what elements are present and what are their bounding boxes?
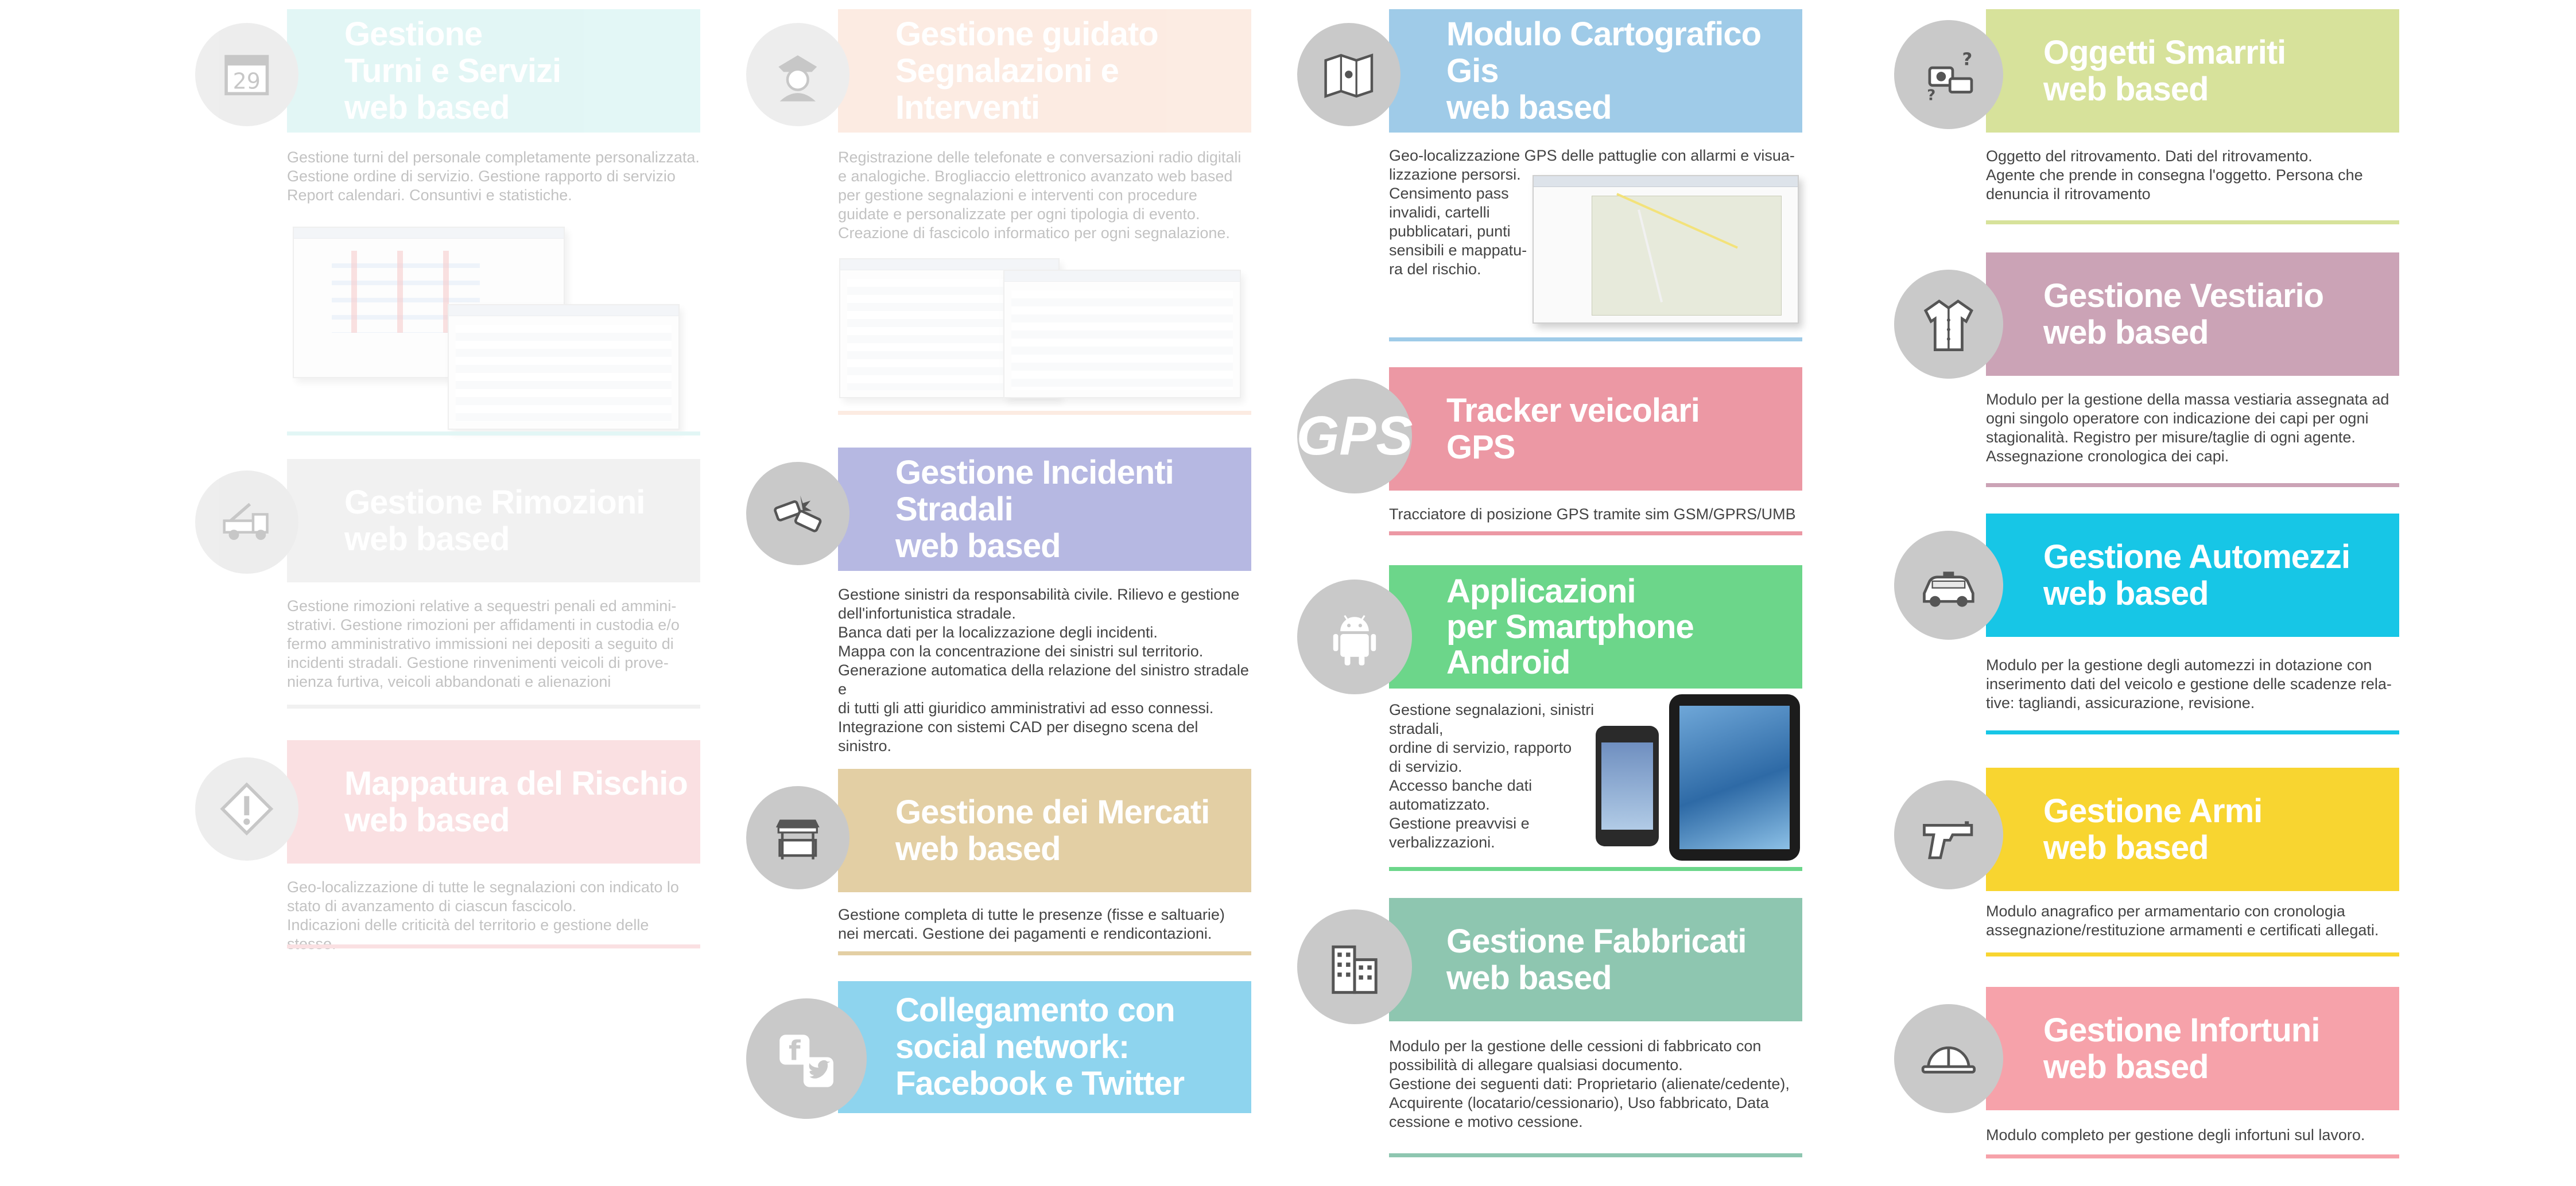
police-officer-icon: [746, 23, 849, 126]
software-screenshot: [448, 304, 680, 430]
card-description: Registrazione delle telefonate e conversazioni radio digitali e analogiche. Brogliaccio elettronico avanzato web based per gestione segnalazioni e interventi con procedure guidate e personalizzate per ogni tipologia di evento. Creazione di fascicolo informatico per ogni segnalazione.: [838, 149, 1242, 242]
gis-map-screenshot: [1533, 175, 1799, 324]
card-automezzi: [1894, 514, 2399, 749]
card-title: Applicazioni per Smartphone Android: [1446, 572, 1694, 681]
card-social: [746, 981, 1251, 1130]
divider: [287, 705, 700, 709]
svg-text:29: 29: [232, 68, 261, 94]
divider: [1986, 1154, 2399, 1158]
banner: [838, 769, 1251, 892]
market-stall-icon: [746, 786, 849, 889]
warning-sign-icon: [195, 757, 298, 861]
card-description: Modulo anagrafico per armamentario con cronologia assegnazione/restituzione armamenti e certificati allegati.: [1986, 903, 2379, 939]
pistol-icon: [1894, 780, 2003, 889]
divider: [838, 951, 1251, 955]
card-description: Geo-localizzazione di tutte le segnalazioni con indicato lo stato di avanzamento di ciascun fascicolo. Indicazioni delle criticità del territorio e gestione delle stesse.: [287, 878, 679, 952]
divider: [1986, 730, 2399, 734]
banner: [1986, 252, 2399, 376]
card-title: Modulo Cartografico Gis web based: [1446, 15, 1762, 126]
car-crash-icon: [746, 462, 849, 565]
card-title: Gestione Fabbricati web based: [1446, 922, 1747, 997]
banner: [838, 981, 1251, 1113]
banner: [838, 9, 1251, 133]
banner: [1389, 9, 1802, 133]
card-title: Mappatura del Rischio web based: [344, 764, 688, 839]
facebook-twitter-icon: [746, 998, 867, 1119]
divider: [287, 944, 700, 948]
gps-icon-label: GPS: [1296, 405, 1413, 466]
divider: [1986, 483, 2399, 487]
card-oggetti: [1894, 6, 2399, 230]
divider: [287, 431, 700, 435]
card-description: Modulo per la gestione della massa vestiaria assegnata ad ogni singolo operatore con indicazione dei capi per ogni stagionalità. Registro per misure/taglie di ogni agente. Assegnazione cronologica dei capi.: [1986, 391, 2389, 465]
card-description: Oggetto del ritrovamento. Dati del ritrovamento. Agente che prende in consegna l'oggetto. Persona che denuncia il ritrovamento: [1986, 147, 2363, 203]
card-fabbricati: [1297, 898, 1802, 1168]
banner: [1986, 987, 2399, 1110]
banner: [287, 459, 700, 582]
calendar-icon: [195, 23, 298, 126]
card-title: Gestione dei Mercati web based: [895, 793, 1210, 868]
card-infortuni: [1894, 987, 2399, 1171]
card-description: Modulo completo per gestione degli infortuni sul lavoro.: [1986, 1126, 2365, 1144]
card-title: Gestione Infortuni web based: [2043, 1011, 2320, 1086]
banner: [1389, 565, 1802, 689]
divider: [1389, 337, 1802, 341]
divider: [1986, 952, 2399, 956]
divider: [1389, 531, 1802, 535]
card-description: Gestione completa di tutte le presenze (fisse e saltuarie) nei mercati. Gestione dei pagamenti e rendicontazioni.: [838, 906, 1225, 942]
card-description: Censimento pass invalidi, cartelli pubblicatari, punti sensibili e mappatu- ra del rischio.: [1389, 185, 1527, 278]
divider: [838, 411, 1251, 415]
svg-text:?: ?: [1962, 49, 1973, 70]
card-description: Gestione rimozioni relative a sequestri penali ed ammini- strativi. Gestione rimozioni per affidamenti in custodia e/o fermo amministrativo immissioni nei depositi a seguito di incidenti stradali. Gestione rinvenimenti veicoli di prove- nienza furtiva, veicoli abbandonati e alienazioni: [287, 597, 680, 690]
card-description: Gestione turni del personale completamente personalizzata. Gestione ordine di servizio. Gestione rapporto di servizio Report calendari. Consuntivi e statistiche.: [287, 149, 700, 204]
tablet-image: [1669, 694, 1800, 861]
card-title: Gestione Incidenti Stradali web based: [895, 453, 1174, 565]
banner: [1986, 768, 2399, 891]
svg-text:f: f: [788, 1036, 801, 1067]
card-turni: [195, 6, 700, 442]
banner: [1986, 9, 2399, 133]
card-description: Modulo per la gestione delle cessioni di fabbricato con possibilità di allegare qualsiasi documento. Gestione dei seguenti dati: Proprietario (alienate/cedente), Acquirente (locatario/cessionario), Uso fabbricato, Data cessione e motivo cessione.: [1389, 1037, 1790, 1130]
police-car-icon: [1894, 531, 2003, 640]
building-icon: [1297, 909, 1412, 1024]
card-title: Gestione Turni e Servizi web based: [344, 15, 561, 126]
smartphone-image: [1596, 726, 1659, 846]
card-description: Gestione sinistri da responsabilità civile. Rilievo e gestione dell'infortunistica stradale. Banca dati per la localizzazione degli incidenti. Mappa con la concentrazione dei sinistri sul territorio. Generazione automatica della relazione del sinistro stradale e di tutti gli atti giuridico amministrativi ad esso connessi. Integrazione con sistemi CAD per disegno scena del sinistro.: [838, 586, 1249, 755]
svg-text:?: ?: [1927, 87, 1936, 104]
card-description: Gestione segnalazioni, sinistri stradali, ordine di servizio, rapporto di servizio. Accesso banche dati automatizzato. Gestione preavvisi e verbalizzazioni.: [1389, 701, 1595, 851]
card-title: Tracker veicolari GPS: [1446, 391, 1700, 466]
card-rischio: [195, 740, 700, 958]
card-mercati: [746, 769, 1251, 964]
card-gis: [1297, 6, 1802, 344]
map-icon: [1297, 23, 1400, 126]
card-armi: [1894, 763, 2399, 970]
divider: [1986, 220, 2399, 224]
tow-truck-icon: [195, 470, 298, 574]
android-icon: [1297, 580, 1412, 694]
banner: [287, 740, 700, 864]
card-guidato: [746, 6, 1251, 419]
banner: [287, 9, 700, 133]
banner: [1986, 514, 2399, 637]
card-rimozioni: [195, 459, 700, 711]
card-title: Gestione Automezzi web based: [2043, 538, 2350, 612]
hard-hat-icon: [1894, 1004, 2003, 1113]
card-description-top: Geo-localizzazione GPS delle pattuglie con allarmi e visua- lizzazione persorsi.: [1389, 147, 1795, 183]
uniform-jacket-icon: [1894, 270, 2003, 379]
banner: [838, 448, 1251, 571]
card-title: Gestione Armi web based: [2043, 792, 2263, 866]
card-title: Oggetti Smarriti web based: [2043, 33, 2286, 108]
gps-icon: [1297, 379, 1412, 493]
lost-items-icon: [1894, 20, 2003, 129]
card-android: [1297, 565, 1802, 875]
banner: [1389, 367, 1802, 491]
card-title: Gestione Vestiario web based: [2043, 277, 2324, 351]
divider: [1389, 1153, 1802, 1157]
card-gps: [1297, 367, 1802, 545]
card-incidenti: [746, 448, 1251, 755]
card-vestiario: [1894, 252, 2399, 493]
card-title: Gestione Rimozioni web based: [344, 483, 645, 558]
card-description: Modulo per la gestione degli automezzi in dotazione con inserimento dati del veicolo e gestione delle scadenze rela- tive: tagliandi, assicurazione, revisione.: [1986, 656, 2392, 711]
software-screenshot: [1003, 270, 1241, 398]
divider: [1389, 867, 1802, 871]
card-title: Gestione guidato Segnalazioni e Interventi: [895, 15, 1158, 126]
card-title: Collegamento con social network: Facebook e Twitter: [895, 991, 1185, 1102]
card-description: Tracciatore di posizione GPS tramite sim GSM/GPRS/UMB: [1389, 505, 1796, 523]
banner: [1389, 898, 1802, 1021]
